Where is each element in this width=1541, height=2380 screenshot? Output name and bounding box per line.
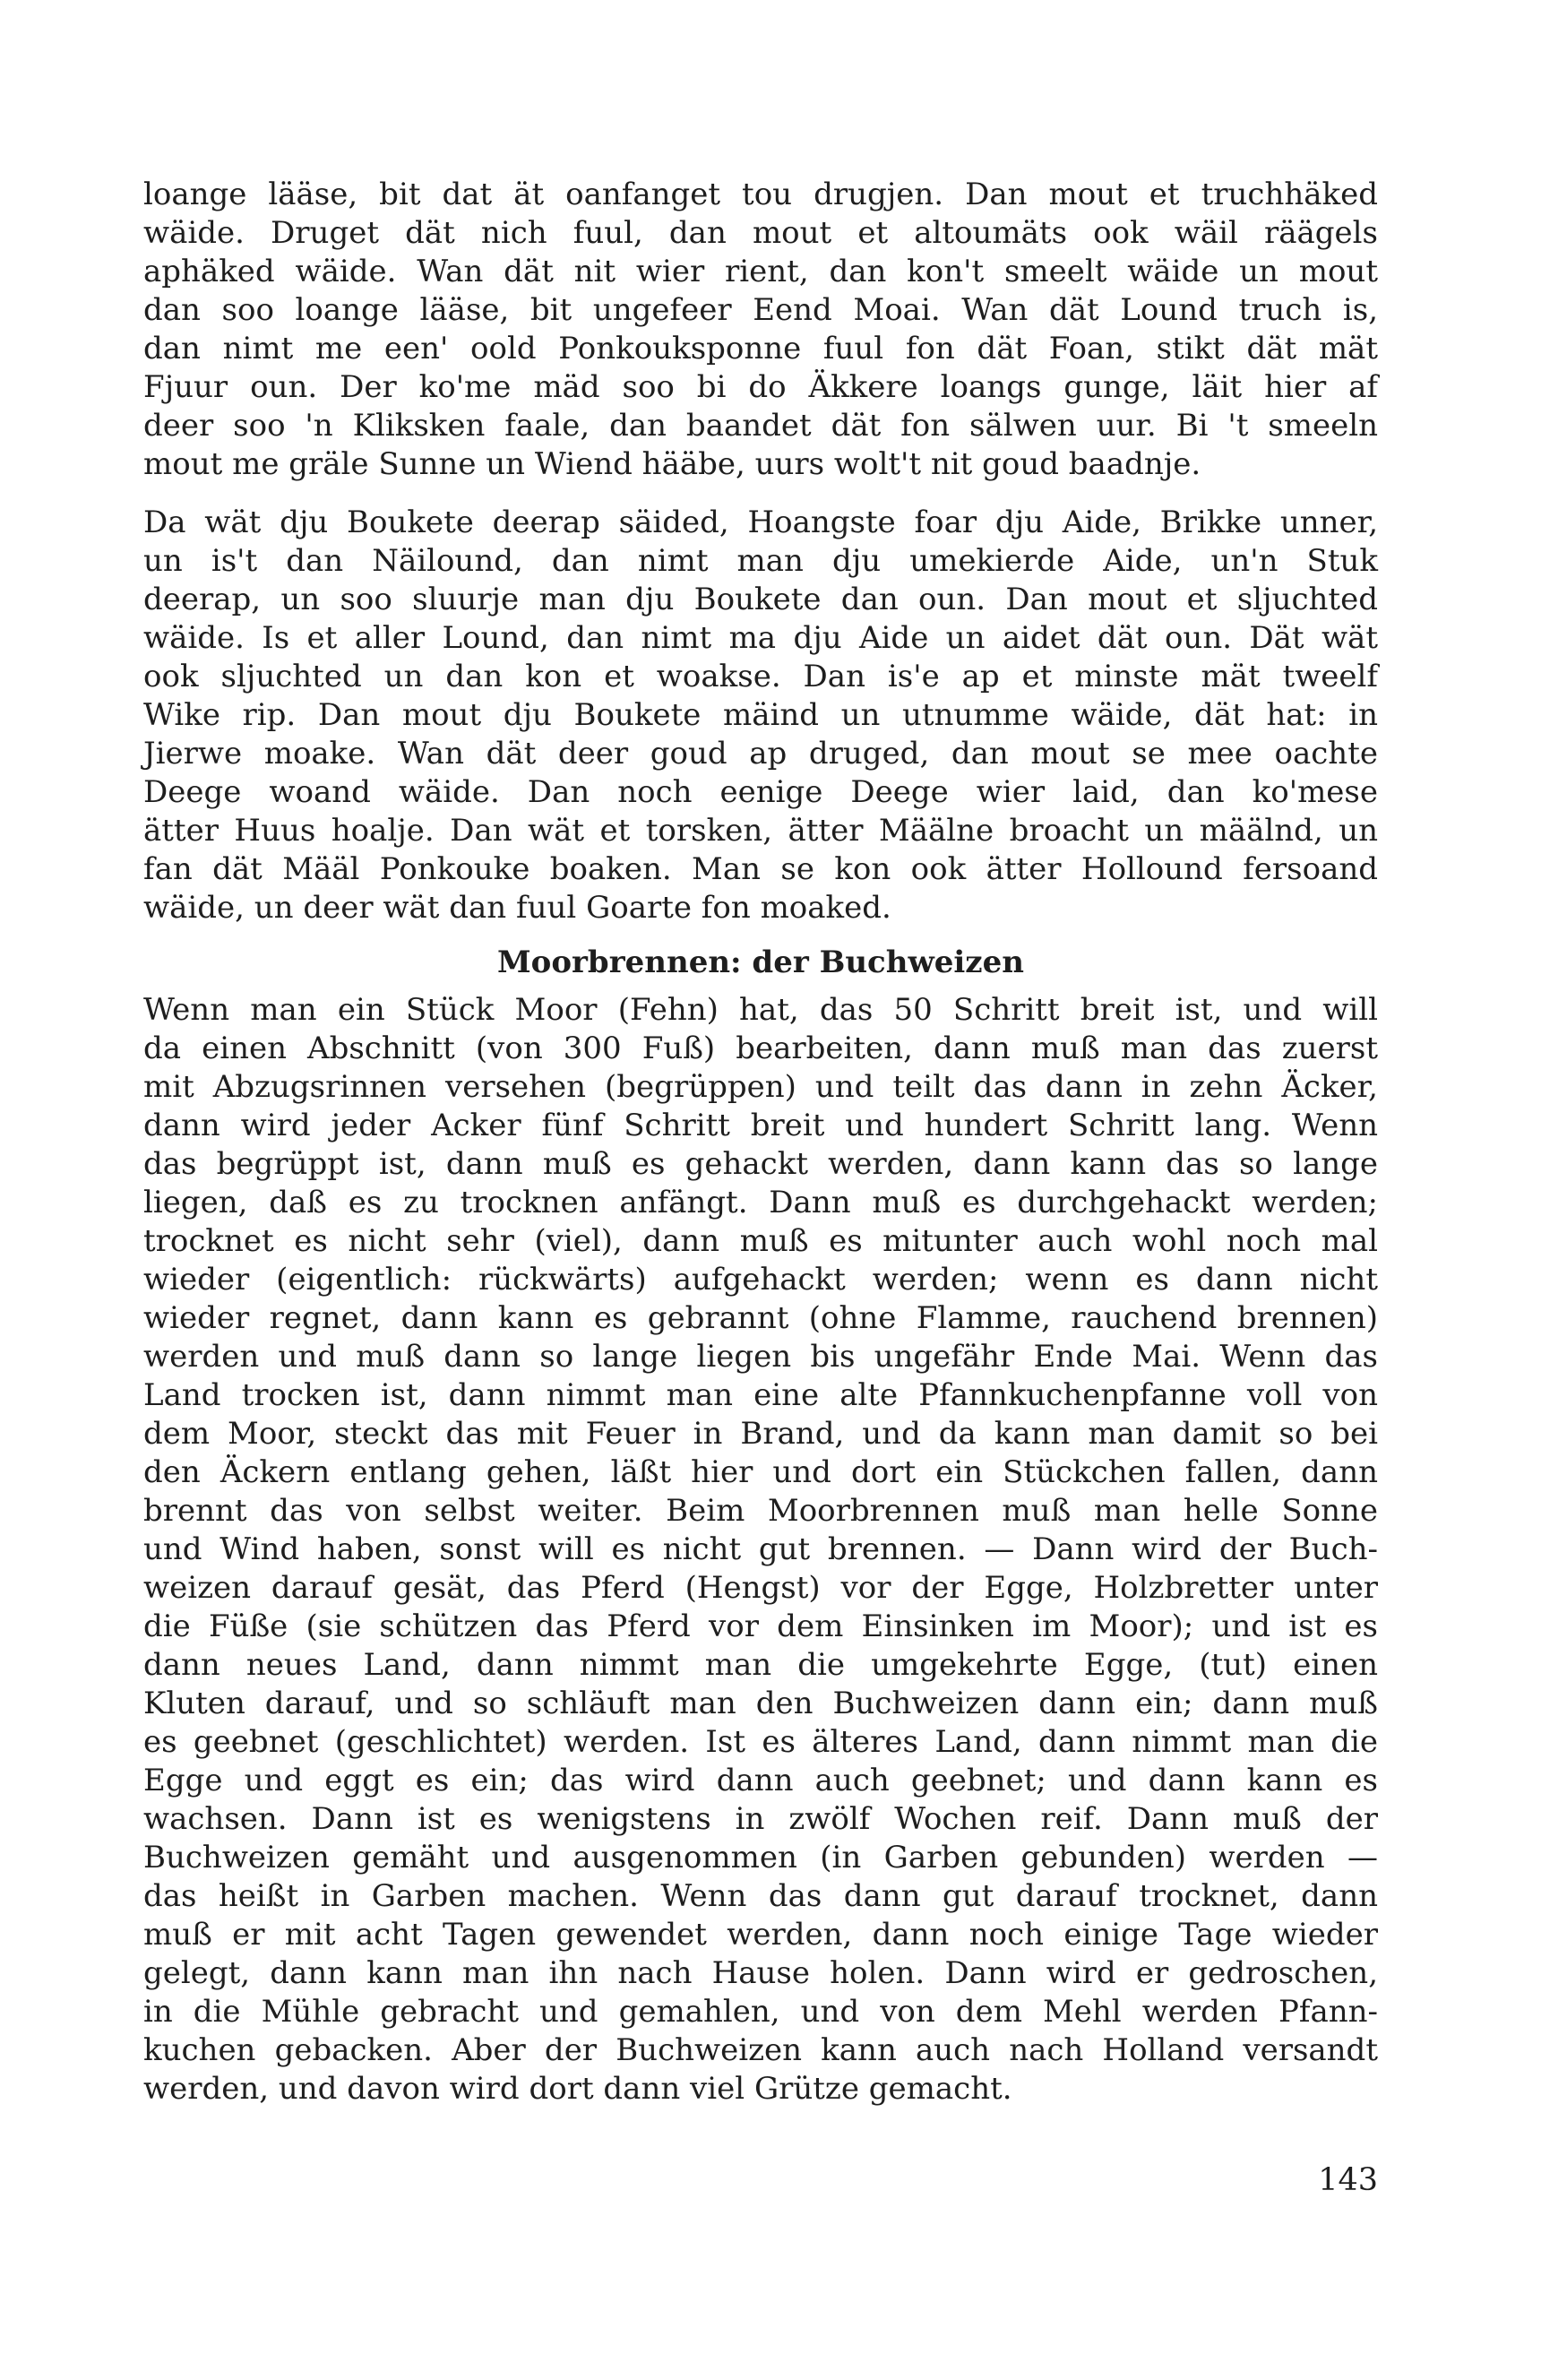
text-line: muß er mit acht Tagen gewendet werden, dann noch einige Tage wieder [143, 1917, 1378, 1953]
text-line: aphäked wäide. Wan dät nit wier rient, dan kon't smeelt wäide un mout [143, 254, 1378, 289]
text-line: liegen, daß es zu trocknen anfängt. Dann muß es durchgehackt werden; [143, 1185, 1378, 1220]
text-line: den Äckern entlang gehen, läßt hier und dort ein Stückchen fallen, dann [143, 1454, 1378, 1490]
text-line: weizen darauf gesät, das Pferd (Hengst) vor der Egge, Holzbretter unter [143, 1570, 1378, 1606]
paragraph-frisian-1 [143, 176, 1378, 484]
text-line: kuchen gebacken. Aber der Buchweizen kann auch nach Holland versandt [143, 2032, 1378, 2068]
text-line: das begrüppt ist, dann muß es gehackt werden, dann kann das so lange [143, 1146, 1378, 1182]
text-line: in die Mühle gebracht und gemahlen, und von dem Mehl werden Pfann- [143, 1994, 1378, 2030]
text-line: wieder (eigentlich: rückwärts) aufgehackt werden; wenn es dann nicht [143, 1262, 1378, 1298]
text-line: werden und muß dann so lange liegen bis ungefähr Ende Mai. Wenn das [143, 1339, 1378, 1375]
text-line: ook sljuchted un dan kon et woakse. Dan is'e ap et minste mät tweelf [143, 659, 1378, 694]
text-line: die Füße (sie schützen das Pferd vor dem Einsinken im Moor); und ist es [143, 1608, 1378, 1644]
text-line: dann neues Land, dann nimmt man die umgekehrte Egge, (tut) einen [143, 1647, 1378, 1683]
text-line: Jierwe moake. Wan dät deer goud ap druged, dan mout se mee oachte [143, 736, 1378, 772]
page-number: 143 [1318, 2162, 1378, 2198]
text-line: Land trocken ist, dann nimmt man eine alte Pfannkuchenpfanne voll von [143, 1377, 1378, 1413]
text-line: dem Moor, steckt das mit Feuer in Brand, und da kann man damit so bei [143, 1416, 1378, 1452]
text-line: da einen Abschnitt (von 300 Fuß) bearbeiten, dann muß man das zuerst [143, 1030, 1378, 1066]
text-line: dann wird jeder Acker fünf Schritt breit und hundert Schritt lang. Wenn [143, 1108, 1378, 1143]
text-line: dan nimt me een' oold Ponkouksponne fuul fon dät Foan, stikt dät mät [143, 331, 1378, 366]
paragraph-german [143, 991, 1378, 2108]
page-body [143, 176, 1378, 2108]
text-line: und Wind haben, sonst will es nicht gut brennen. — Dann wird der Buch- [143, 1531, 1378, 1567]
text-line: deer soo 'n Kliksken faale, dan baandet dät fon sälwen uur. Bi 't smeeln [143, 408, 1378, 444]
text-line: trocknet es nicht sehr (viel), dann muß es mitunter auch wohl noch mal [143, 1223, 1378, 1259]
text-line: wäide. Is et aller Lound, dan nimt ma dju Aide un aidet dät oun. Dät wät [143, 620, 1378, 656]
text-line: mout me gräle Sunne un Wiend hääbe, uurs wolt't nit goud baadnje. [143, 446, 1201, 482]
text-line: loange lääse, bit dat ät oanfanget tou drugjen. Dan mout et truchhäked [143, 177, 1378, 212]
text-line: Buchweizen gemäht und ausgenommen (in Garben gebunden) werden — [143, 1840, 1378, 1876]
text-line: gelegt, dann kann man ihn nach Hause holen. Dann wird er gedroschen, [143, 1955, 1378, 1991]
text-line: wieder regnet, dann kann es gebrannt (ohne Flamme, rauchend brennen) [143, 1300, 1378, 1336]
text-line: das heißt in Garben machen. Wenn das dann gut darauf trocknet, dann [143, 1878, 1378, 1914]
text-line: Deege woand wäide. Dan noch eenige Deege wier laid, dan ko'mese [143, 774, 1378, 810]
text-line: dan soo loange lääse, bit ungefeer Eend Moai. Wan dät Lound truch is, [143, 292, 1378, 328]
text-line: Da wät dju Boukete deerap säided, Hoangste foar dju Aide, Brikke unner, [143, 504, 1378, 540]
paragraph-frisian-2 [143, 504, 1378, 927]
text-line: fan dät Määl Ponkouke boaken. Man se kon ook ätter Hollound fersoand [143, 851, 1378, 887]
text-line: es geebnet (geschlichtet) werden. Ist es älteres Land, dann nimmt man die [143, 1724, 1378, 1760]
text-line: Egge und eggt es ein; das wird dann auch geebnet; und dann kann es [143, 1763, 1378, 1798]
text-line: mit Abzugsrinnen versehen (begrüppen) und teilt das dann in zehn Äcker, [143, 1069, 1378, 1105]
section-heading: Moorbrennen: der Buchweizen [497, 944, 1024, 980]
text-line: wachsen. Dann ist es wenigstens in zwölf Wochen reif. Dann muß der [143, 1801, 1378, 1837]
text-line: ätter Huus hoalje. Dan wät et torsken, ätter Määlne broacht un määlnd, un [143, 813, 1378, 849]
text-line: deerap, un soo sluurje man dju Boukete dan oun. Dan mout et sljuchted [143, 582, 1378, 617]
text-line: werden, und davon wird dort dann viel Grütze gemacht. [143, 2071, 1012, 2107]
paragraph-gap [143, 484, 1378, 504]
text-line: wäide. Druget dät nich fuul, dan mout et altoumäts ook wäil räägels [143, 215, 1378, 251]
text-line: Wenn man ein Stück Moor (Fehn) hat, das 50 Schritt breit ist, und will [143, 992, 1378, 1028]
text-line: Wike rip. Dan mout dju Boukete mäind un utnumme wäide, dät hat: in [143, 697, 1378, 733]
text-line: Kluten darauf, und so schläuft man den Buchweizen dann ein; dann muß [143, 1686, 1378, 1721]
text-line: un is't dan Näilound, dan nimt man dju umekierde Aide, un'n Stuk [143, 543, 1378, 579]
text-line: Fjuur oun. Der ko'me mäd soo bi do Äkkere loangs gunge, läit hier af [143, 369, 1378, 405]
text-line: brennt das von selbst weiter. Beim Moorbrennen muß man helle Sonne [143, 1493, 1378, 1529]
text-line: wäide, un deer wät dan fuul Goarte fon moaked. [143, 890, 891, 926]
